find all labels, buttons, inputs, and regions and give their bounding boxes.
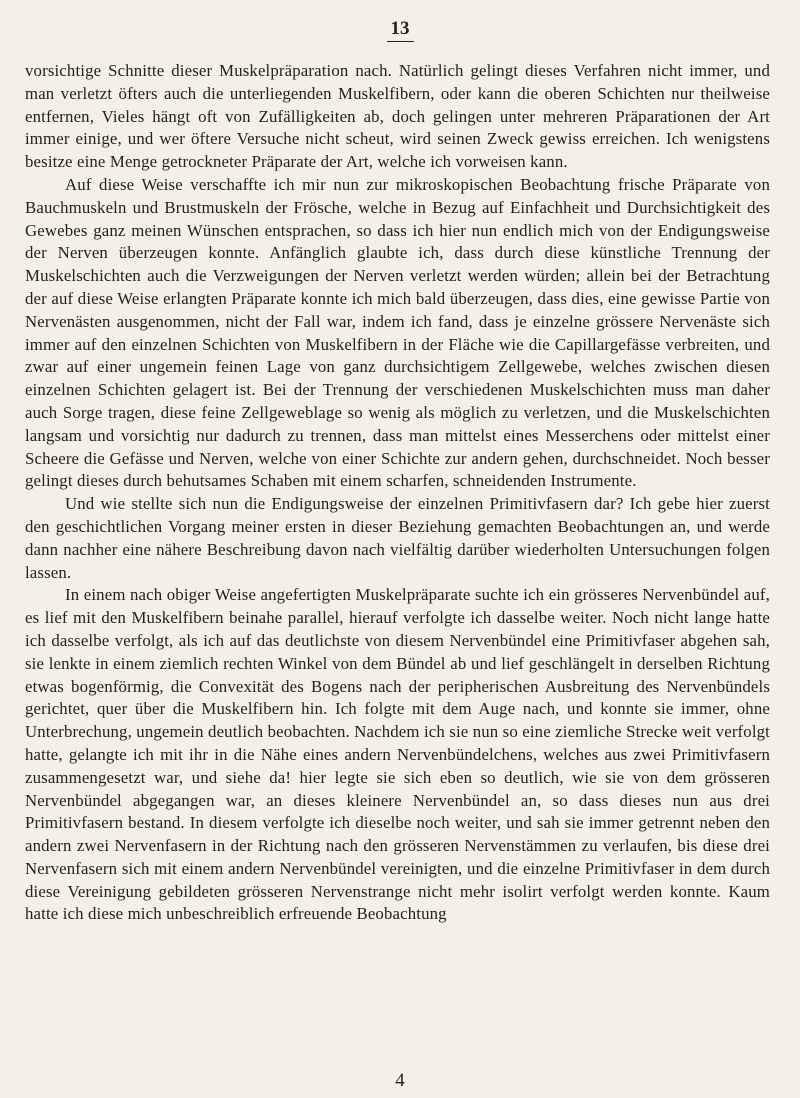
paragraph-1: vorsichtige Schnitte dieser Muskelpräparation nach. Natürlich gelingt dieses Verfahren nicht immer, und man verletzt öfters auch die unterliegenden Muskelfibern, oder kann die oberen Schichten nur theilweise entfernen, Vieles hängt oft von Zufälligkeiten ab, doch gelingen unter mehreren Präparationen der Art immer einige, und wer öftere Versuche nicht scheut, wird seinen Zweck gewiss erreichen. Ich wenigstens besitze eine Menge getrockneter Präparate der Art, welche ich vorweisen kann. <box>25 61 770 172</box>
paragraph-2: Auf diese Weise verschaffte ich mir nun zur mikroskopischen Beobachtung frische Präparate von Bauchmuskeln und Brustmuskeln der Frösche, welche in Bezug auf Einfachheit und Durchsichtigkeit des Gewebes ganz meinen Wünschen entsprachen, so dass ich hier nun endlich mich von der Endigungsweise der Nerven überzeugen konnte. Anfänglich glaubte ich, dass durch diese künstliche Trennung der Muskelschichten auch die Verzweigungen der Nerven verletzt werden würden; allein bei der Betrachtung der auf diese Weise erlangten Präparate konnte ich mich bald überzeugen, dass dies, eine gewisse Partie von Nervenästen ausgenommen, nicht der Fall war, indem ich fand, dass je einzelne grössere Nervenäste sich immer auf den einzelnen Schichten von Muskelfibern in der Fläche wie die Capillargefässe verbreiten, und zwar auf einer ungemein feinen Lage von ganz durchsichtigem Zellgewebe, welches zwischen diesen einzelnen Schichten gelagert ist. Bei der Trennung der verschiedenen Muskelschichten muss man daher auch Sorge tragen, diese feine Zellgeweblage so wenig als möglich zu verletzen, und die Muskelschichten langsam und vorsichtig nur dadurch zu trennen, dass man mittelst eines Messerchens oder mittelst einer Scheere die Gefässe und Nerven, welche von einer Schichte zur andern gehen, durchschneidet. Noch besser gelingt dieses durch behutsames Schaben mit einem scharfen, schneidenden Instrumente. <box>25 174 770 491</box>
paragraph-3: Und wie stellte sich nun die Endigungsweise der einzelnen Primitivfasern dar? Ich gebe hier zuerst den geschichtlichen Vorgang meiner ersten in dieser Beziehung gemachten Beobachtungen an, und werde dann nachher eine nähere Beschreibung davon nach vielfältig darüber wiederholten Untersuchungen folgen lassen. <box>25 494 770 582</box>
paragraph-4: In einem nach obiger Weise angefertigten Muskelpräparate suchte ich ein grösseres Nervenbündel auf, es lief mit den Muskelfibern beinahe parallel, hierauf verfolgte ich dasselbe weiter. Noch nicht lange hatte ich dasselbe verfolgt, als ich auf das deutlichste von diesem Nervenbündel eine Primitivfaser abgehen sah, sie lenkte in einem ziemlich rechten Winkel von dem Bündel ab und lief geschlängelt in derselben Richtung etwas bogenförmig, die Convexität des Bogens nach der peripherischen Ausbreitung des Nervenbündels gerichtet, quer über die Muskelfibern hin. Ich folgte mit dem Auge nach, und konnte sie immer, ohne Unterbrechung, ungemein deutlich beobachten. Nachdem ich sie nun so eine ziemliche Strecke weit verfolgt hatte, gelangte ich mit ihr in die Nähe eines andern Nervenbündelchens, welches aus zwei Primitivfasern zusammengesetzt war, und siehe da! hier legte sie sich eben so deutlich, wie sie von dem grösseren Nervenbündel abgegangen war, an dieses kleinere Nervenbündel an, so dass dieses nun aus drei Primitivfasern bestand. In diesem verfolgte ich dieselbe noch weiter, und sah sie immer getrennt neben den andern zwei Nervenfasern in der Richtung nach den grösseren Nervenstämmen zu verlaufen, bis diese drei Nervenfasern sich mit einem andern Nervenbündel vereinigten, und die einzelne Primitivfaser in dem durch diese Vereinigung gebildeten grösseren Nervenstrange nicht mehr isolirt verfolgt werden konnte. Kaum hatte ich diese mich unbeschreiblich erfreuende Beobachtung <box>25 585 770 924</box>
body-text <box>25 60 770 926</box>
page-number: 13 <box>0 18 800 42</box>
signature-mark: 4 <box>395 1070 405 1091</box>
